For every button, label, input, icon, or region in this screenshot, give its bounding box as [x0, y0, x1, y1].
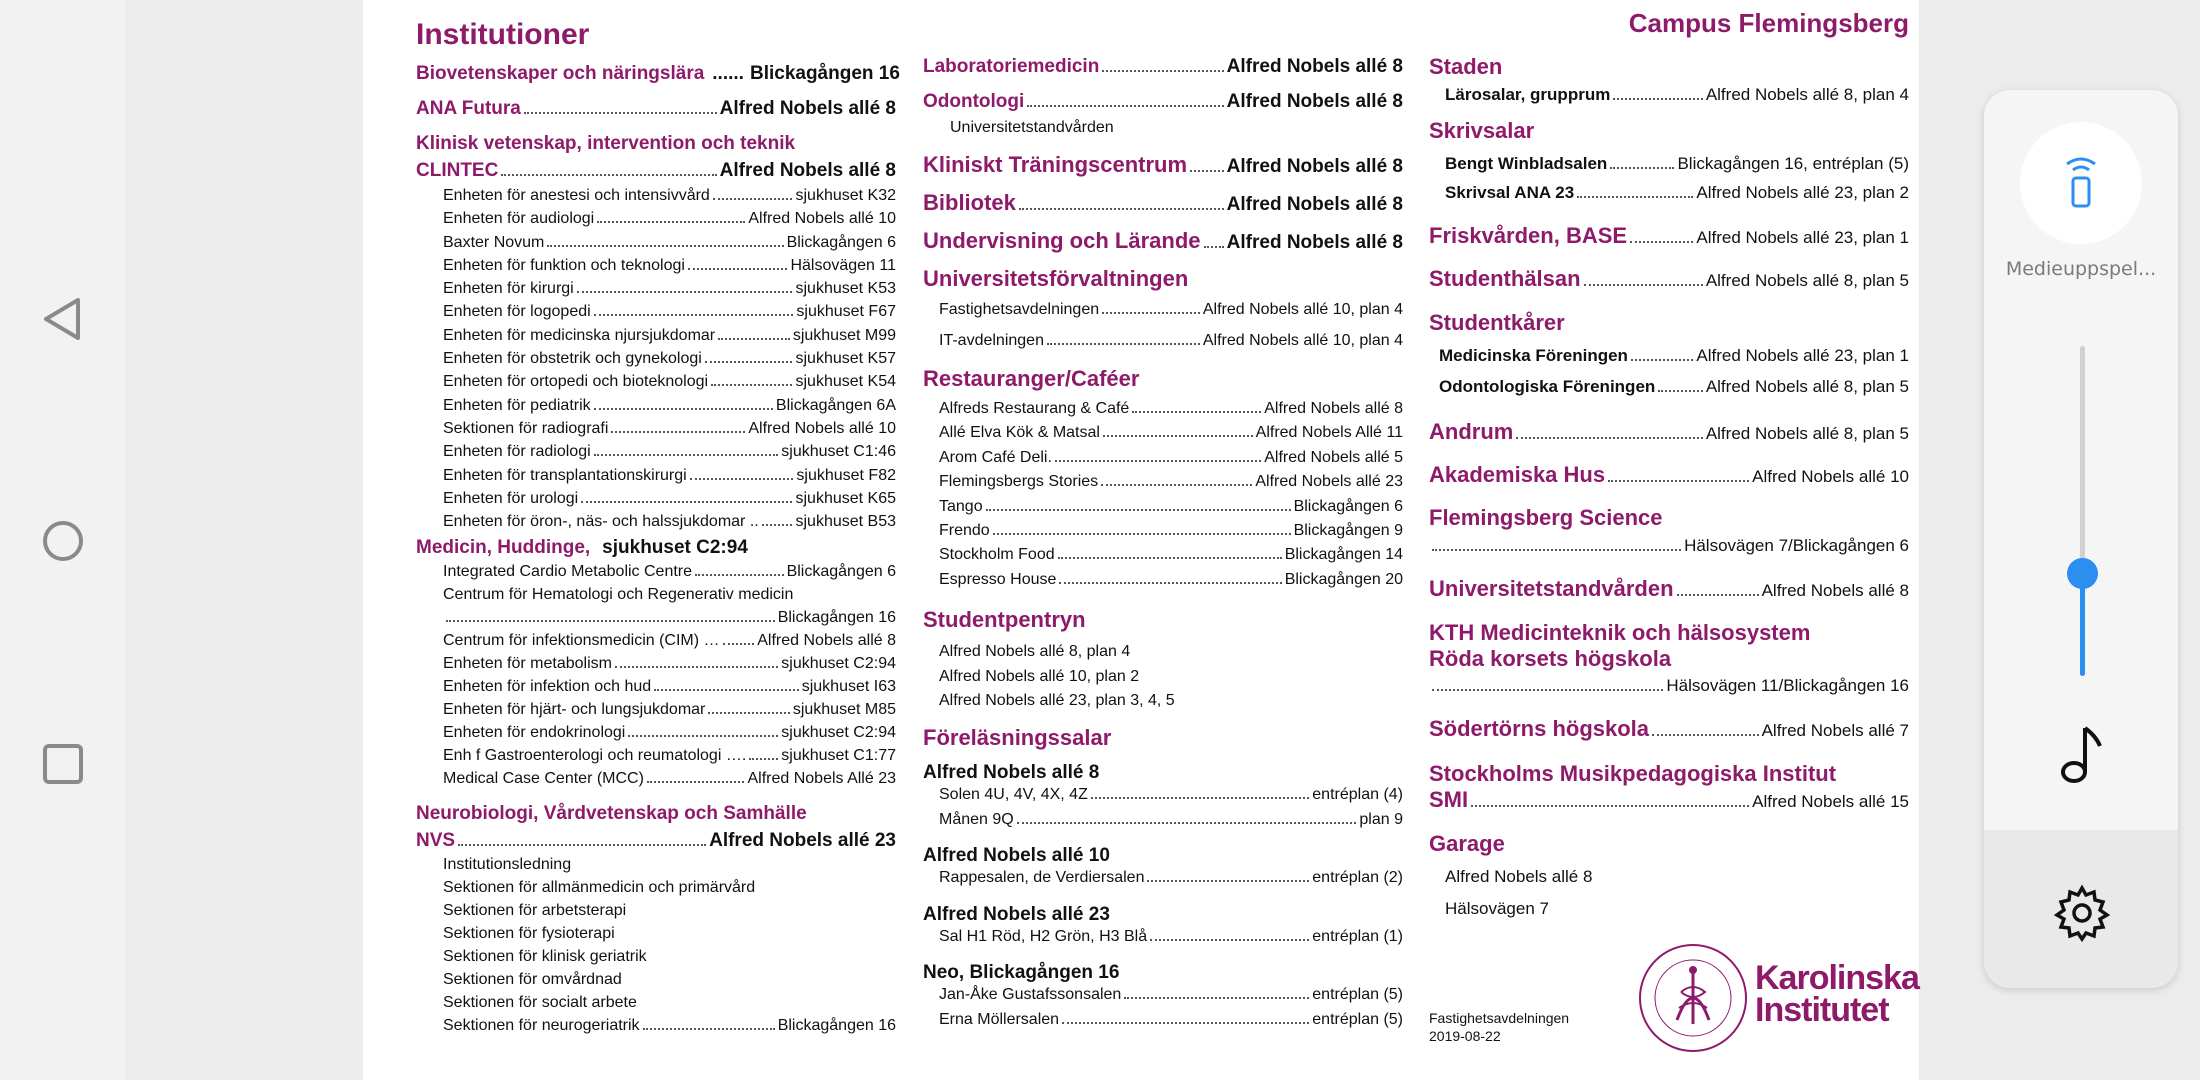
section-heading: Röda korsets högskola: [1429, 646, 1672, 671]
list-item: Undervisning och Lärande Alfred Nobels allé 8: [923, 228, 1403, 253]
skrivsal-list: [1445, 154, 1909, 212]
list-item: Enheten för urologi sjukhuset K65: [443, 489, 896, 507]
garage-list: [1445, 867, 1592, 931]
media-output-button[interactable]: [2020, 122, 2142, 244]
list-item: Bengt Winbladsalen Blickagången 16, entréplan (5): [1445, 154, 1909, 173]
list-item: Enheten för funktion och teknologi Hälsovägen 11: [443, 256, 896, 274]
list-item: Enheten för kirurgi sjukhuset K53: [443, 280, 896, 298]
list-item: Akademiska Hus Alfred Nobels allé 10: [1429, 462, 1909, 487]
list-item: Alfred Nobels allé 8, plan 4: [939, 643, 1131, 660]
list-item: Enheten för medicinska njursjukdomar sjukhuset M99: [443, 326, 896, 344]
nvs-list: [443, 856, 896, 1040]
list-item: Alfred Nobels allé 8: [1445, 867, 1593, 886]
music-note-icon[interactable]: [2058, 722, 2106, 791]
list-item: Medicin, Huddinge, sjukhuset C2:94: [416, 537, 748, 558]
pentry-list: [939, 643, 1403, 717]
section-heading: Staden: [1429, 54, 1503, 79]
list-item: Flemingsbergs Stories Alfred Nobels allé 23: [939, 473, 1403, 491]
list-item: Odontologiska Föreningen Alfred Nobels allé 8, plan 5: [1439, 377, 1909, 396]
phone-cast-icon: [2061, 154, 2101, 219]
list-item: IT-avdelningen Alfred Nobels allé 10, plan 4: [939, 332, 1403, 349]
section-heading: KTH Medicinteknik och hälsosystem: [1429, 620, 1811, 645]
section-heading: Föreläsningssalar: [923, 725, 1112, 750]
list-item: Enheten för pediatrik Blickagången 6A: [443, 396, 896, 414]
list-item: Friskvården, BASE Alfred Nobels allé 23, plan 1: [1429, 223, 1909, 248]
list-item: Frendo Blickagången 9: [939, 521, 1403, 539]
studentkar-list: [1439, 346, 1909, 408]
home-icon[interactable]: [40, 518, 86, 564]
list-item: Studenthälsan Alfred Nobels allé 8, plan 5: [1429, 266, 1909, 291]
list-item: Tango Blickagången 6: [939, 497, 1403, 515]
list-item: Alfred Nobels allé 23, plan 3, 4, 5: [939, 692, 1175, 709]
list-item: Enheten för endokrinologi sjukhuset C2:94: [443, 724, 896, 741]
footer-department: Fastighetsavdelningen: [1429, 1010, 1570, 1026]
list-item: Enheten för ortopedi och bioteknologi sjukhuset K54: [443, 373, 896, 391]
list-item: Blickagången 16: [443, 609, 896, 632]
list-item: Sektionen för klinisk geriatrik: [443, 948, 647, 965]
lecture-hall-list: [923, 760, 1403, 1043]
section-heading: Restauranger/Caféer: [923, 366, 1140, 391]
section-subheading: Alfred Nobels allé 8: [923, 762, 1100, 783]
list-item: Enheten för obstetrik och gynekologi sjukhuset K57: [443, 350, 896, 368]
list-item: Fastighetsavdelningen Alfred Nobels allé 10, plan 4: [939, 301, 1403, 318]
section-heading: Neurobiologi, Vårdvetenskap och Samhälle: [416, 803, 807, 824]
list-item: Laboratoriemedicin Alfred Nobels allé 8: [923, 56, 1403, 77]
section-heading: Garage: [1429, 831, 1505, 856]
clintec-list: [443, 187, 896, 536]
list-item: Bibliotek Alfred Nobels allé 8: [923, 190, 1403, 215]
list-item: CLINTEC Alfred Nobels allé 8: [416, 160, 896, 181]
list-item: Sal H1 Röd, H2 Grön, H3 Blå entréplan (1): [939, 927, 1403, 945]
list-item: Sektionen för fysioterapi: [443, 925, 615, 942]
list-item: Centrum för Hematologi och Regenerativ medicin: [443, 586, 794, 603]
list-item: Rappesalen, de Verdiersalen entréplan (2): [939, 869, 1403, 886]
section-subheading: Alfred Nobels allé 23: [923, 903, 1110, 925]
list-item: Hälsovägen 7: [1445, 899, 1549, 918]
list-item: Sektionen för socialt arbete: [443, 994, 637, 1011]
list-item: Stockholm Food Blickagången 14: [939, 546, 1403, 564]
list-item: Solen 4U, 4V, 4X, 4Z entréplan (4): [939, 786, 1403, 803]
list-item: Integrated Cardio Metabolic Centre Blickagången 6: [443, 563, 896, 580]
list-item: Universitetstandvården: [950, 119, 1114, 136]
list-item: Enheten för infektion och hud sjukhuset I63: [443, 678, 896, 695]
volume-slider-fill: [2080, 574, 2085, 676]
restaurant-list: [939, 400, 1403, 595]
recents-icon[interactable]: [40, 741, 86, 787]
navigation-bar: [0, 0, 126, 1080]
ki-seal-logo: [1637, 942, 1749, 1054]
list-item: Institutionsledning: [443, 856, 572, 873]
list-item: Odontologi Alfred Nobels allé 8: [923, 91, 1403, 112]
uf-list: [939, 301, 1403, 363]
section-heading: Studentkårer: [1429, 310, 1565, 335]
list-item: Espresso House Blickagången 20: [939, 570, 1403, 588]
page-title: Institutioner: [416, 18, 590, 51]
list-item: Erna Möllersalen entréplan (5): [939, 1010, 1403, 1028]
volume-slider-knob[interactable]: [2067, 558, 2098, 589]
list-item: Alfreds Restaurang & Café Alfred Nobels allé 8: [939, 400, 1403, 417]
list-item: Södertörns högskola Alfred Nobels allé 7: [1429, 716, 1909, 741]
list-item: Enh f Gastroenterologi och reumatologi …. sjukhuset C1:77: [443, 747, 896, 764]
list-item: Andrum Alfred Nobels allé 8, plan 5: [1429, 419, 1909, 444]
list-item: Baxter Novum Blickagången 6: [443, 233, 896, 251]
list-item: Skrivsal ANA 23 Alfred Nobels allé 23, plan 2: [1445, 183, 1909, 202]
list-item: Enheten för audiologi Alfred Nobels allé 10: [443, 210, 896, 228]
ki-wordmark: Karolinska Institutet: [1755, 959, 1919, 1029]
list-item: NVS Alfred Nobels allé 23: [416, 830, 896, 851]
volume-panel: [1984, 90, 2178, 988]
section-heading: Skrivsalar: [1429, 118, 1535, 143]
list-item: Hälsovägen 7/Blickagången 6: [1429, 536, 1909, 556]
list-item: Alfred Nobels allé 10, plan 2: [939, 667, 1140, 685]
list-item: Enheten för metabolism sjukhuset C2:94: [443, 655, 896, 672]
list-item: Sektionen för radiografi Alfred Nobels allé 10: [443, 419, 896, 437]
list-item: ANA Futura Alfred Nobels allé 8: [416, 98, 896, 119]
footer-date: 2019-08-22: [1429, 1028, 1501, 1044]
list-item: Hälsovägen 11/Blickagången 16: [1429, 676, 1909, 696]
list-item: Enheten för hjärt- och lungsjukdomar sjukhuset M85: [443, 701, 896, 718]
list-item: Enheten för anestesi och intensivvård sjukhuset K32: [443, 187, 896, 204]
list-item: Enheten för öron-, näs- och halssjukdomar .. sjukhuset B53: [443, 513, 896, 531]
section-subheading: Neo, Blickagången 16: [923, 962, 1120, 983]
media-label: Medieuppspel...: [2005, 258, 2157, 280]
list-item: Sektionen för allmänmedicin och primärvård: [443, 879, 756, 896]
medicin-list: [443, 563, 896, 793]
list-item: Biovetenskaper och näringslära ...... Blickagången 16: [416, 63, 900, 84]
list-item: Centrum för infektionsmedicin (CIM) … Alfred Nobels allé 8: [443, 632, 896, 649]
list-item: Månen 9Q plan 9: [939, 810, 1403, 828]
list-item: SMI Alfred Nobels allé 15: [1429, 787, 1909, 812]
gear-icon[interactable]: [2053, 884, 2111, 947]
list-item: Medicinska Föreningen Alfred Nobels allé 23, plan 1: [1439, 346, 1909, 365]
back-icon[interactable]: [40, 296, 86, 342]
section-heading: Klinisk vetenskap, intervention och teknik: [416, 133, 796, 154]
campus-title: Campus Flemingsberg: [1628, 8, 1909, 38]
list-item: Universitetstandvården Alfred Nobels allé 8: [1429, 576, 1909, 601]
list-item: Lärosalar, grupprum Alfred Nobels allé 8, plan 4: [1445, 85, 1909, 104]
document-page: [363, 0, 1919, 1080]
section-heading: Studentpentryn: [923, 607, 1086, 632]
list-item: Enheten för logopedi sjukhuset F67: [443, 303, 896, 321]
section-heading: Stockholms Musikpedagogiska Institut: [1429, 761, 1837, 786]
list-item: Allé Elva Kök & Matsal Alfred Nobels Allé 11: [939, 424, 1403, 442]
list-item: Sektionen för arbetsterapi: [443, 902, 627, 919]
list-item: Enheten för transplantationskirurgi sjukhuset F82: [443, 466, 896, 484]
list-item: Jan-Åke Gustafssonsalen entréplan (5): [939, 986, 1403, 1003]
list-item: Sektionen för omvårdnad: [443, 971, 622, 988]
section-heading: Universitetsförvaltningen: [923, 266, 1189, 291]
section-subheading: Alfred Nobels allé 10: [923, 845, 1110, 866]
list-item: Kliniskt Träningscentrum Alfred Nobels allé 8: [923, 152, 1403, 177]
list-item: Enheten för radiologi sjukhuset C1:46: [443, 443, 896, 461]
list-item: Medical Case Center (MCC) Alfred Nobels Allé 23: [443, 770, 896, 787]
list-item: Arom Café Deli. Alfred Nobels allé 5: [939, 448, 1403, 466]
section-heading: Flemingsberg Science: [1429, 505, 1663, 530]
list-item: Sektionen för neurogeriatrik Blickagången 16: [443, 1017, 896, 1034]
